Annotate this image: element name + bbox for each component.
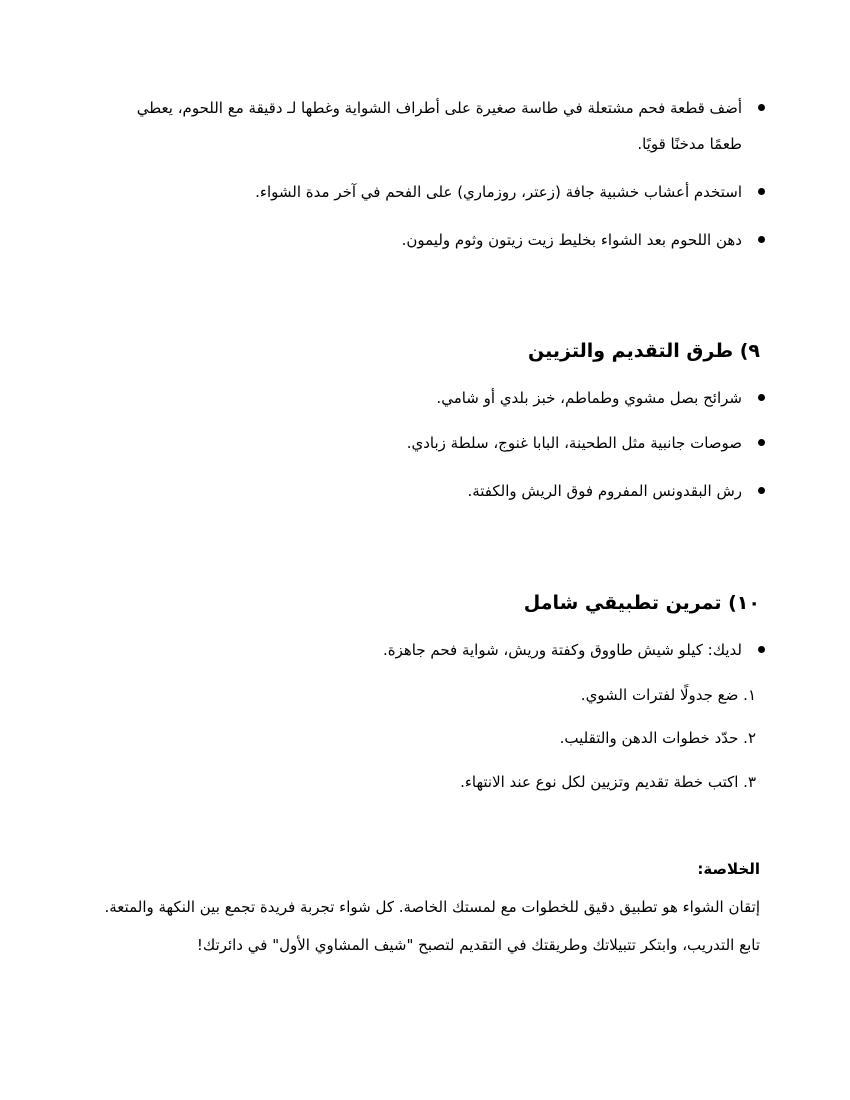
bullet-icon	[758, 236, 765, 243]
list-item-text: صوصات جانبية مثل الطحينة، البابا غنوج، سلطة زبادي.	[406, 434, 742, 452]
bullet-icon	[758, 104, 765, 111]
tip-text: دهن اللحوم بعد الشواء بخليط زيت زيتون وثوم وليمون.	[401, 231, 742, 249]
numbered-step: ٢. حدّد خطوات الدهن والتقليب.	[559, 729, 756, 747]
list-item	[102, 174, 742, 210]
summary-paragraph: إتقان الشواء هو تطبيق دقيق للخطوات مع لمستك الخاصة. كل شواء تجربة فريدة تجمع بين النكهة والمتعة. تابع التدريب، وابتكر تتبيلاتك وطريقتك في التقديم لتصبح "شيف المشاوي الأول" في دائرتك!	[104, 898, 760, 954]
list-item	[102, 632, 742, 668]
list-item-text: شرائح بصل مشوي وطماطم، خبز بلدي أو شامي.	[436, 389, 742, 407]
section-heading: ٩) طرق التقديم والتزيين	[528, 340, 760, 362]
summary-title: الخلاصة:	[697, 860, 760, 878]
list-item	[102, 425, 742, 461]
list-item-text: رش البقدونس المفروم فوق الريش والكفتة.	[467, 482, 742, 500]
bullet-icon	[758, 439, 765, 446]
tip-text: أضف قطعة فحم مشتعلة في طاسة صغيرة على أطراف الشواية وغطها لـ دقيقة مع اللحوم، يعطي طعمًا مدخنًا قويًا.	[136, 99, 742, 153]
tip-text: استخدم أعشاب خشبية جافة (زعتر، روزماري) على الفحم في آخر مدة الشواء.	[255, 183, 742, 201]
list-item	[102, 90, 742, 162]
bullet-icon	[758, 646, 765, 653]
list-item	[102, 380, 742, 416]
bullet-icon	[758, 188, 765, 195]
numbered-step: ٣. اكتب خطة تقديم وتزيين لكل نوع عند الانتهاء.	[460, 773, 756, 791]
bullet-icon	[758, 487, 765, 494]
section-heading: ١٠) تمرين تطبيقي شامل	[523, 592, 760, 614]
list-item-text: لديك: كيلو شيش طاووق وكفتة وريش، شواية فحم جاهزة.	[382, 641, 742, 659]
bullet-icon	[758, 394, 765, 401]
list-item	[102, 222, 742, 258]
list-item	[102, 473, 742, 509]
numbered-step: ١. ضع جدولًا لفترات الشوي.	[580, 686, 756, 704]
